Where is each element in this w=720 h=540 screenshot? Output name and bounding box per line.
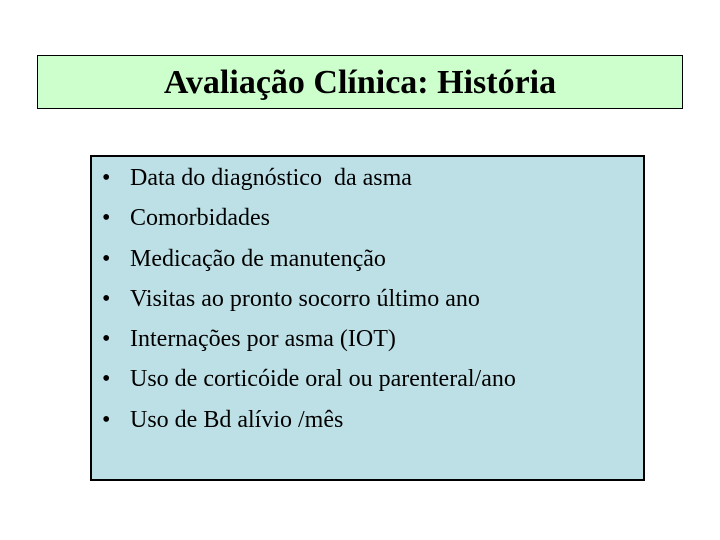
bullet-icon: • <box>102 406 111 433</box>
title-box <box>37 55 683 109</box>
list-item-text: Medicação de manutenção <box>130 245 386 272</box>
bullet-icon: • <box>102 326 111 353</box>
slide-title: Avaliação Clínica: História <box>163 64 557 101</box>
bullet-icon: • <box>102 366 111 393</box>
list-item-text: Data do diagnóstico da asma <box>130 165 412 191</box>
list-item <box>102 407 516 447</box>
list-item <box>102 205 516 245</box>
content-box <box>90 155 645 481</box>
list-item <box>102 366 516 406</box>
list-item <box>102 246 516 286</box>
list-item-text: Comorbidades <box>130 205 270 232</box>
list-item-text: Visitas ao pronto socorro último ano <box>130 285 480 312</box>
list-item <box>102 286 516 326</box>
bullet-icon: • <box>102 165 111 191</box>
bullet-list <box>102 165 516 447</box>
list-item-text: Uso de Bd alívio /mês <box>130 406 344 433</box>
bullet-icon: • <box>102 245 111 272</box>
list-item <box>102 165 516 205</box>
list-item-text: Uso de corticóide oral ou parenteral/ano <box>130 366 516 393</box>
list-item-text: Internações por asma (IOT) <box>130 326 396 353</box>
bullet-icon: • <box>102 285 111 312</box>
list-item <box>102 326 516 366</box>
bullet-icon: • <box>102 205 111 232</box>
